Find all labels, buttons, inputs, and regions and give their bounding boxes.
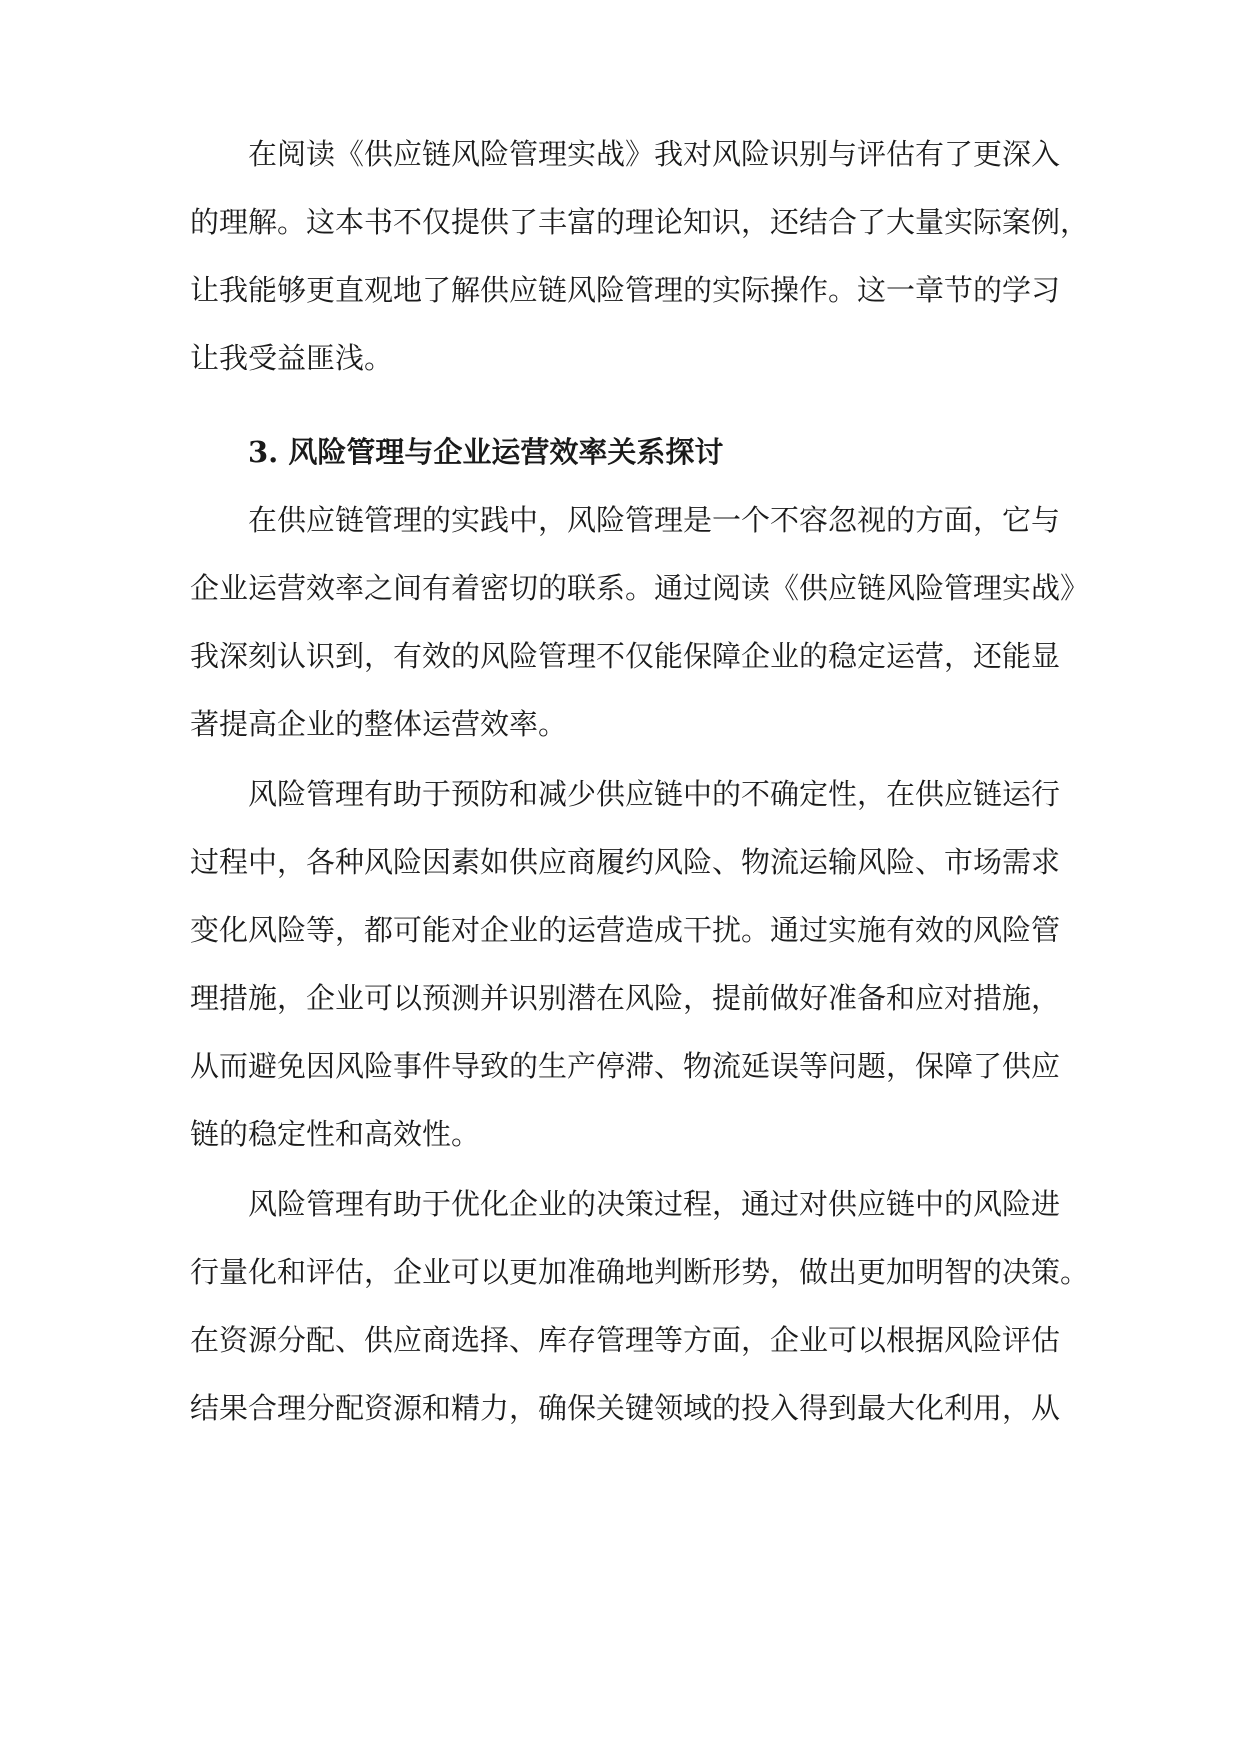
paragraph-4-line-2: 行量化和评估，企业可以更加准确地判断形势，做出更加明智的决策。 bbox=[190, 1255, 1090, 1289]
paragraph-2-line-4: 著提高企业的整体运营效率。 bbox=[190, 707, 568, 741]
paragraph-1-line-4: 让我受益匪浅。 bbox=[190, 341, 394, 375]
paragraph-1-line-2: 的理解。这本书不仅提供了丰富的理论知识，还结合了大量实际案例， bbox=[190, 205, 1090, 239]
paragraph-3-line-1: 风险管理有助于预防和减少供应链中的不确定性，在供应链运行 bbox=[248, 777, 1061, 811]
paragraph-3-line-6: 链的稳定性和高效性。 bbox=[190, 1117, 481, 1151]
paragraph-2-line-1: 在供应链管理的实践中，风险管理是一个不容忽视的方面，它与 bbox=[248, 503, 1061, 537]
paragraph-3-line-4: 理措施，企业可以预测并识别潜在风险，提前做好准备和应对措施， bbox=[190, 981, 1061, 1015]
paragraph-3-line-3: 变化风险等，都可能对企业的运营造成干扰。通过实施有效的风险管 bbox=[190, 913, 1061, 947]
paragraph-2-line-3: 我深刻认识到，有效的风险管理不仅能保障企业的稳定运营，还能显 bbox=[190, 639, 1061, 673]
paragraph-4-line-4: 结果合理分配资源和精力，确保关键领域的投入得到最大化利用，从 bbox=[190, 1391, 1061, 1425]
paragraph-1-line-3: 让我能够更直观地了解供应链风险管理的实际操作。这一章节的学习 bbox=[190, 273, 1061, 307]
paragraph-2-line-2: 企业运营效率之间有着密切的联系。通过阅读《供应链风险管理实战》 bbox=[190, 571, 1090, 605]
paragraph-4-line-3: 在资源分配、供应商选择、库存管理等方面，企业可以根据风险评估 bbox=[190, 1323, 1061, 1357]
section-heading: 3. 风险管理与企业运营效率关系探讨 bbox=[248, 435, 724, 469]
paragraph-3-line-2: 过程中，各种风险因素如供应商履约风险、物流运输风险、市场需求 bbox=[190, 845, 1061, 879]
paragraph-4-line-1: 风险管理有助于优化企业的决策过程，通过对供应链中的风险进 bbox=[248, 1187, 1061, 1221]
paragraph-3-line-5: 从而避免因风险事件导致的生产停滞、物流延误等问题，保障了供应 bbox=[190, 1049, 1061, 1083]
paragraph-1-line-1: 在阅读《供应链风险管理实战》我对风险识别与评估有了更深入 bbox=[248, 137, 1061, 171]
